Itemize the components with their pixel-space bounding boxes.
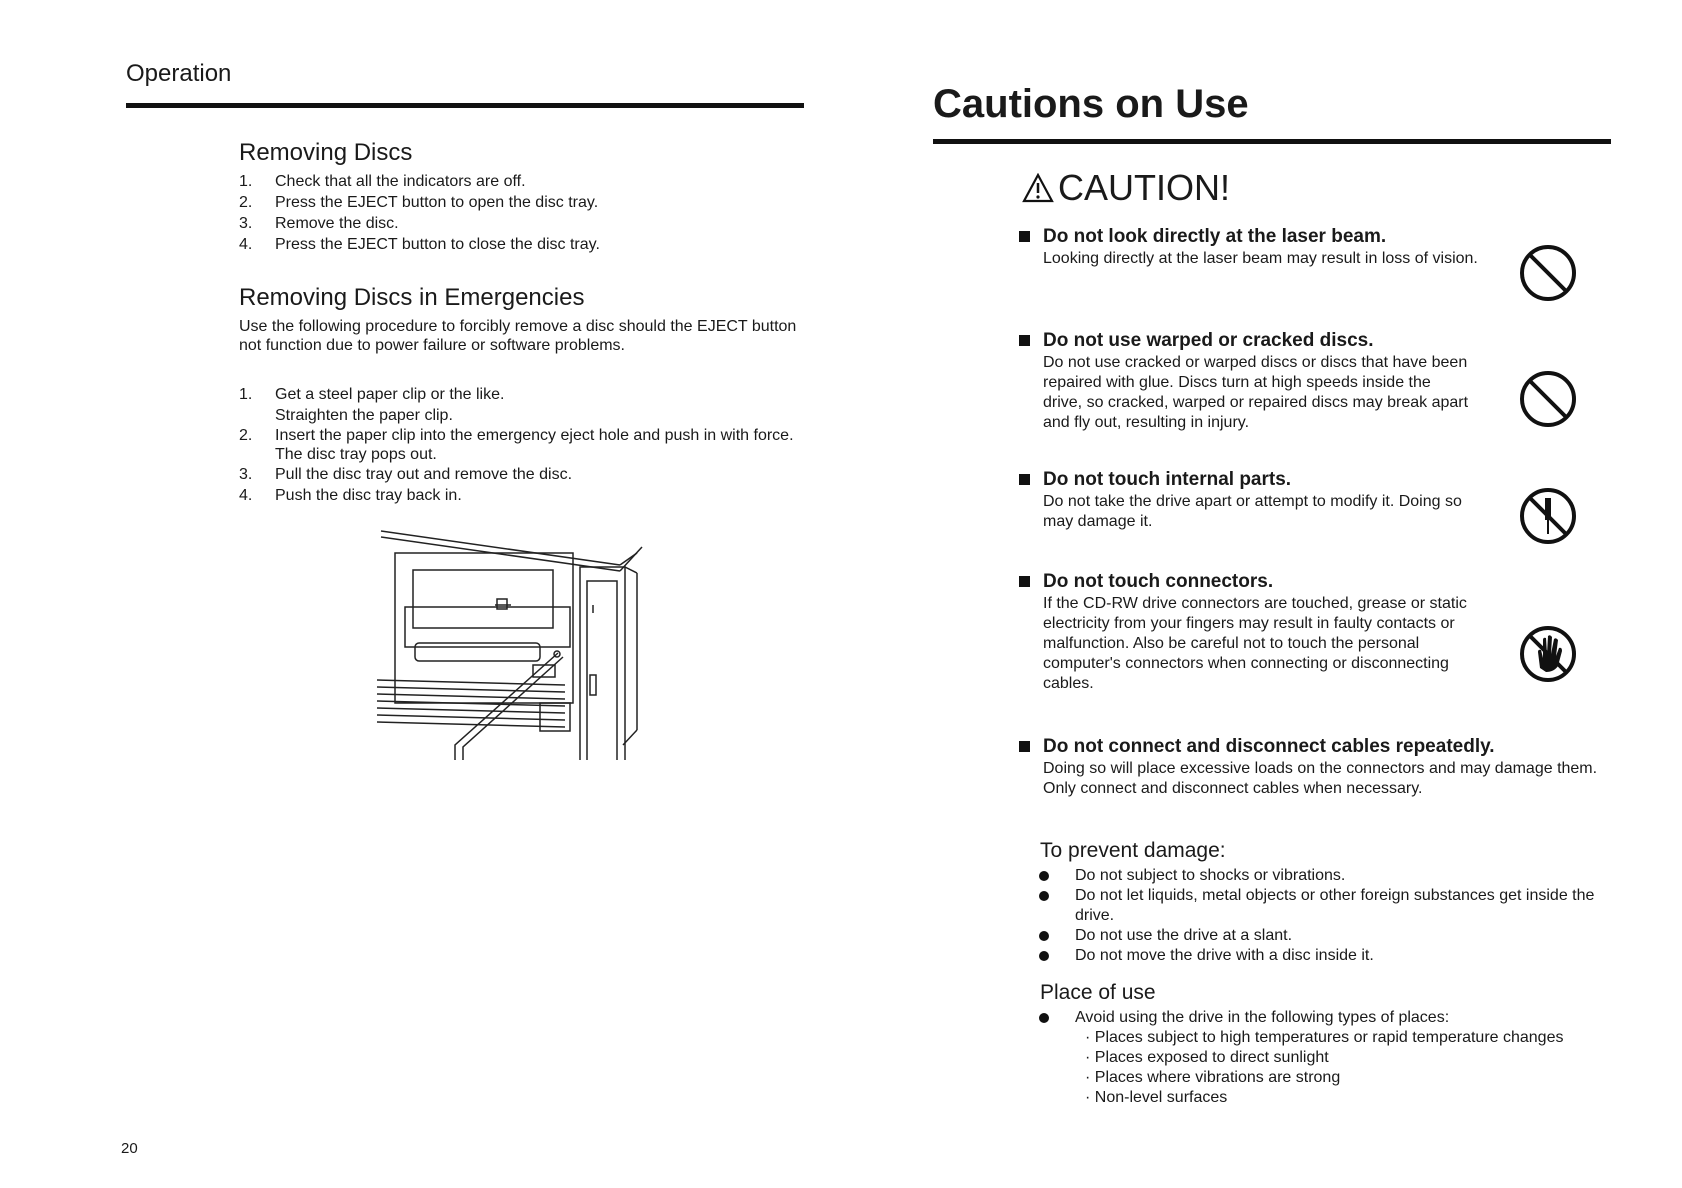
list-item: 1. Get a steel paper clip or the like. Straighten the paper clip. [239, 386, 505, 424]
square-bullet-icon [1019, 474, 1030, 485]
list-item: Avoid using the drive in the following types of places: · Places subject to high temperatures or rapid temperature changes · Places exposed to direct sunlight · Places where vibrations are strong · Non-level surfaces [1036, 1008, 1611, 1108]
section-label: Operation [126, 60, 232, 87]
emergency-steps [239, 384, 819, 506]
list-item: 2. Insert the paper clip into the emergency eject hole and push in with force. The disc tray pops out. [239, 427, 794, 463]
list-item: · Non-level surfaces [1085, 1089, 1228, 1106]
caution-item [1043, 468, 1473, 532]
list-item: Do not use the drive at a slant. [1036, 926, 1611, 946]
prohibited-icon [1518, 243, 1578, 303]
caution-title: Do not connect and disconnect cables repeatedly. [1043, 736, 1495, 757]
title-rule [933, 139, 1611, 144]
removing-discs-heading: Removing Discs [239, 139, 413, 166]
page-number: 20 [121, 1140, 138, 1157]
header-rule [126, 103, 804, 108]
removing-discs-steps [239, 171, 819, 255]
caution-body: If the CD-RW drive connectors are touched, grease or static electricity from your fingers may result in faulty contacts or malfunction. Also be careful not to touch the personal computer's connectors when connecting or disconnecting cables. [1043, 595, 1467, 692]
list-item: · Places subject to high temperatures or rapid temperature changes [1085, 1029, 1564, 1046]
caution-item [1043, 329, 1473, 433]
caution-item [1043, 225, 1483, 269]
drive-illustration [375, 525, 675, 760]
list-item: 4. Press the EJECT button to close the disc tray. [239, 236, 600, 253]
place-of-use-heading: Place of use [1040, 981, 1156, 1004]
list-item: · Places where vibrations are strong [1085, 1069, 1341, 1086]
list-item: 2. Press the EJECT button to open the disc tray. [239, 194, 599, 211]
list-item: Do not subject to shocks or vibrations. [1036, 866, 1611, 886]
caution-body: Doing so will place excessive loads on the connectors and may damage them. Only connect and disconnect cables when necessary. [1043, 760, 1598, 797]
caution-item [1043, 570, 1468, 694]
caution-title: Do not use warped or cracked discs. [1043, 330, 1374, 351]
caution-title: Do not touch internal parts. [1043, 469, 1292, 490]
list-item: 3. Pull the disc tray out and remove the disc. [239, 466, 573, 483]
page-title: Cautions on Use [933, 82, 1249, 126]
list-item: Do not move the drive with a disc inside it. [1036, 946, 1611, 966]
caution-body: Do not use cracked or warped discs or discs that have been repaired with glue. Discs turn at high speeds inside the drive, so cracked, warped or repaired discs may break apart and fly out, resulting in injury. [1043, 354, 1469, 431]
caution-body: Do not take the drive apart or attempt to modify it. Doing so may damage it. [1043, 493, 1462, 530]
warning-triangle-icon [1022, 173, 1054, 203]
prevent-damage-heading: To prevent damage: [1040, 839, 1226, 862]
place-of-use-list [1036, 1008, 1611, 1108]
list-item: 4. Push the disc tray back in. [239, 487, 462, 504]
caution-body: Looking directly at the laser beam may result in loss of vision. [1043, 250, 1478, 267]
list-item: Do not let liquids, metal objects or other foreign substances get inside the drive. [1036, 886, 1611, 926]
square-bullet-icon [1019, 231, 1030, 242]
prevent-damage-list [1036, 866, 1611, 966]
no-disassembly-icon [1518, 486, 1578, 546]
list-item: · Places exposed to direct sunlight [1085, 1049, 1329, 1066]
caution-title: Do not touch connectors. [1043, 571, 1274, 592]
emergency-intro: Use the following procedure to forcibly remove a disc should the EJECT button not function due to power failure or software problems. [239, 318, 797, 354]
square-bullet-icon [1019, 335, 1030, 346]
no-touch-icon [1518, 624, 1578, 684]
place-sub-list [1075, 1028, 1611, 1108]
caution-heading [1022, 167, 1230, 209]
square-bullet-icon [1019, 741, 1030, 752]
caution-label: CAUTION! [1058, 167, 1231, 208]
caution-item [1043, 735, 1611, 799]
caution-title: Do not look directly at the laser beam. [1043, 226, 1387, 247]
list-item: 1. Check that all the indicators are off. [239, 173, 526, 190]
list-item: 3. Remove the disc. [239, 215, 399, 232]
emergency-heading: Removing Discs in Emergencies [239, 284, 585, 311]
prohibited-icon [1518, 369, 1578, 429]
square-bullet-icon [1019, 576, 1030, 587]
